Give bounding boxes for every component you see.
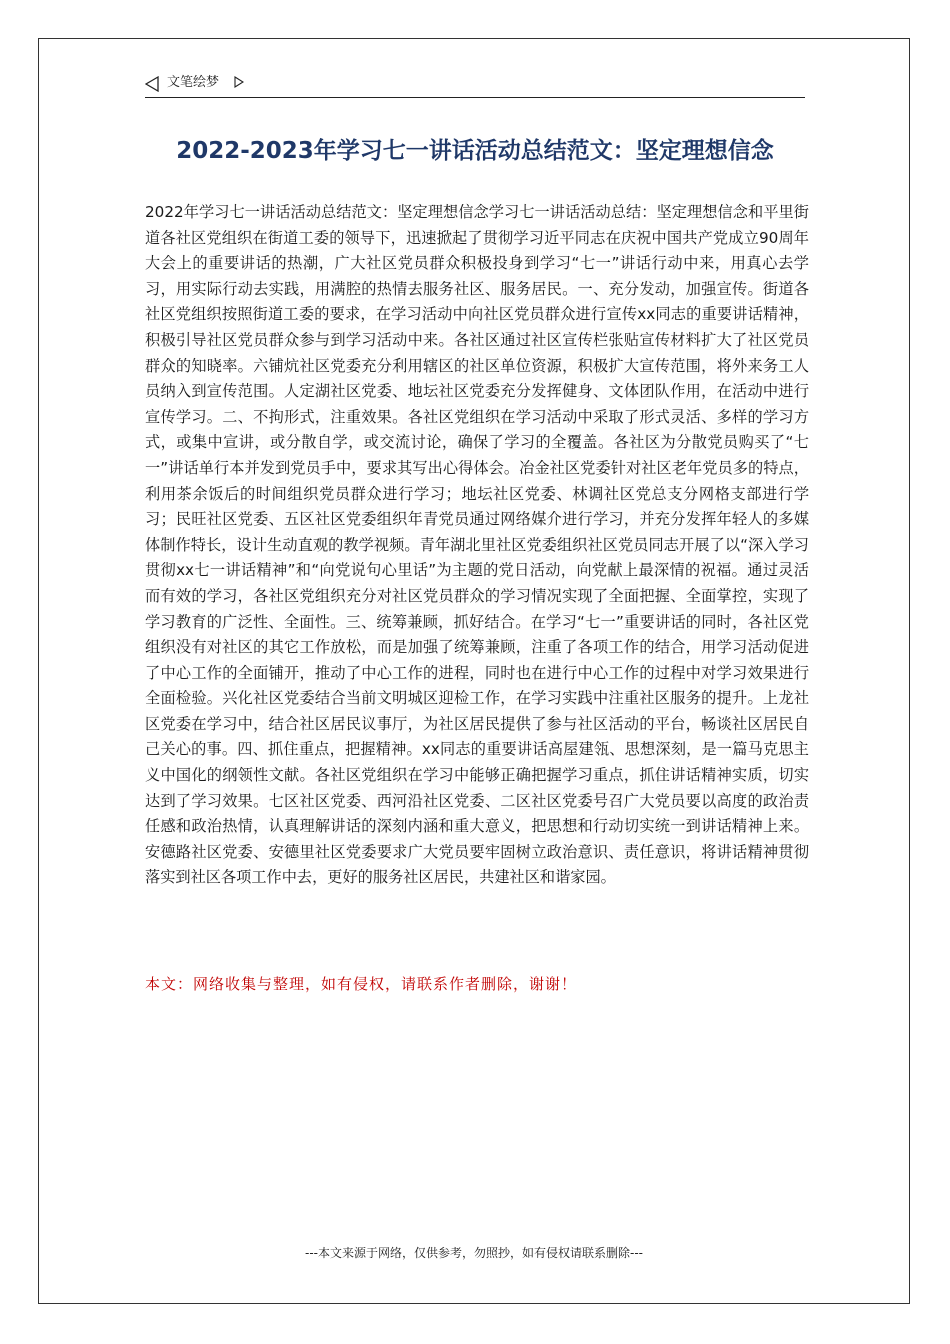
document-title: 2022-2023年学习七一讲话活动总结范文：坚定理想信念 <box>176 138 774 164</box>
document-body: 2022年学习七一讲话活动总结范文：坚定理想信念学习七一讲话活动总结：坚定理想信念和平里街道各社区党组织在街道工委的领导下，迅速掀起了贯彻学习近平同志在庆祝中国共产党成立90周年大会上的重要讲话的热潮，广大社区党员群众积极投身到学习“七一”讲话行动中来，用真心去学习，用实际行动去实践，用满腔的热情去服务社区、服务居民。一、充分发动，加强宣传。街道各社区党组织按照街道工委的要求，在学习活动中向社区党员群众进行宣传xx同志的重要讲话精神，积极引导社区党员群众参与到学习活动中来。各社区通过社区宣传栏张贴宣传材料扩大了社区党员群众的知晓率。六铺炕社区党委充分利用辖区的社区单位资源，积极扩大宣传范围，将外来务工人员纳入到宣传范围。人定湖社区党委、地坛社区党委充分发挥健身、文体团队作用，在活动中进行宣传学习。二、不拘形式，注重效果。各社区党组织在学习活动中采取了形式灵活、多样的学习方式，或集中宣讲，或分散自学，或交流讨论，确保了学习的全覆盖。各社区为分散党员购买了“七一”讲话单行本并发到党员手中，要求其写出心得体会。冶金社区党委针对社区老年党员多的特点，利用茶余饭后的时间组织党员群众进行学习；地坛社区党委、林调社区党总支分网格支部进行学习；民旺社区党委、五区社区党委组织年青党员通过网络媒介进行学习，并充分发挥年轻人的多媒体制作特长，设计生动直观的教学视频。青年湖北里社区党委组织社区党员同志开展了以“深入学习贯彻xx七一讲话精神”和“向党说句心里话”为主题的党日活动，向党献上最深情的祝福。通过灵活而有效的学习，各社区党组织充分对社区党员群众的学习情况实现了全面把握、全面掌控，实现了学习教育的广泛性、全面性。三、统筹兼顾，抓好结合。在学习“七一”重要讲话的同时，各社区党组织没有对社区的其它工作放松，而是加强了统筹兼顾，注重了各项工作的结合，用学习活动促进了中心工作的全面铺开，推动了中心工作的进程，同时也在进行中心工作的过程中对学习效果进行全面检验。兴化社区党委结合当前文明城区迎检工作，在学习实践中注重社区服务的提升。上龙社区党委在学习中，结合社区居民议事厅，为社区居民提供了参与社区活动的平台，畅谈社区居民自己关心的事。四、抓住重点，把握精神。xx同志的重要讲话高屋建瓴、思想深刻，是一篇马克思主义中国化的纲领性文献。各社区党组织在学习中能够正确把握学习重点，抓住讲话精神实质，切实达到了学习效果。七区社区党委、西河沿社区党委、二区社区党委号召广大党员要以高度的政治责任感和政治热情，认真理解讲话的深刻内涵和重大意义，把思想和行动切实统一到讲话精神上来。安德路社区党委、安德里社区党委要求广大党员要牢固树立政治意识、责任意识，将讲话精神贯彻落实到社区各项工作中去，更好的服务社区居民，共建社区和谐家园。 <box>145 203 809 887</box>
brand-name: 文笔绘梦 <box>167 75 220 90</box>
disclaimer-note: 本文：网络收集与整理，如有侵权，请联系作者删除，谢谢！ <box>145 975 578 993</box>
triangle-right-outline-icon <box>234 76 244 88</box>
page-footer: ---本文来源于网络，仅供参考，勿照抄，如有侵权请联系删除--- <box>305 1246 643 1260</box>
page-header <box>145 70 805 98</box>
triangle-left-outline-icon <box>145 76 159 92</box>
